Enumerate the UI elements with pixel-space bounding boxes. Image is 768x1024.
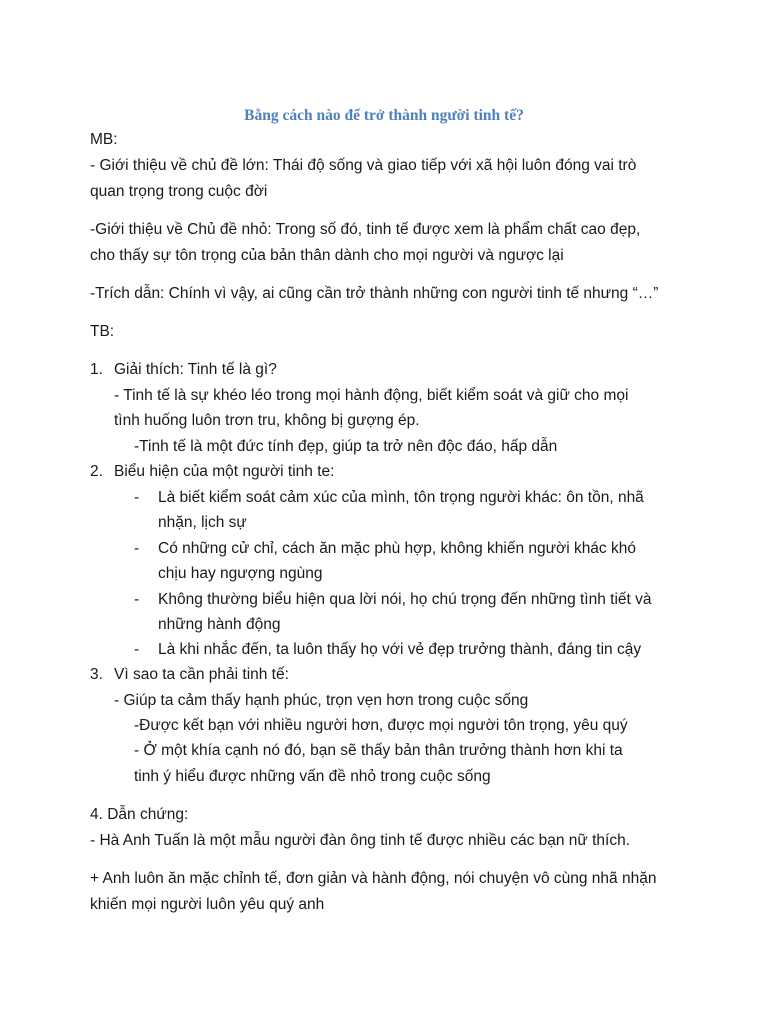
- section-line: + Anh luôn ăn mặc chỉnh tế, đơn giản và hành động, nói chuyện vô cùng nhã nhặn: [90, 870, 657, 887]
- bullet-line: Không thường biểu hiện qua lời nói, họ chú trọng đến những tình tiết và: [158, 591, 652, 608]
- mb-line: -Trích dẫn: Chính vì vậy, ai cũng cần trở thành những con người tinh tế nhưng “…”: [90, 285, 659, 302]
- section-line: tinh ý hiểu được những vấn đề nhỏ trong cuộc sống: [134, 768, 491, 785]
- section-title: Biểu hiện của một người tinh te:: [114, 463, 335, 480]
- bullet-dash: -: [134, 540, 140, 557]
- list-number: 3.: [90, 666, 103, 683]
- bullet-line: Là khi nhắc đến, ta luôn thấy họ với vẻ đẹp trưởng thành, đáng tin cậy: [158, 641, 642, 658]
- section-line: -Tinh tế là một đức tính đẹp, giúp ta trở nên độc đáo, hấp dẫn: [134, 438, 558, 455]
- mb-heading: MB:: [90, 131, 118, 148]
- mb-line: quan trọng trong cuộc đời: [90, 183, 268, 200]
- mb-line: cho thấy sự tôn trọng của bản thân dành cho mọi người và ngược lại: [90, 247, 564, 264]
- section-line: - Ở một khía cạnh nó đó, bạn sẽ thấy bản thân trưởng thành hơn khi ta: [134, 742, 623, 759]
- tb-heading: TB:: [90, 323, 115, 340]
- section-title: Vì sao ta cần phải tinh tế:: [114, 666, 289, 683]
- bullet-line: chịu hay ngượng ngùng: [158, 565, 323, 582]
- section-title: Giải thích: Tinh tế là gì?: [114, 361, 277, 378]
- bullet-line: nhặn, lịch sự: [158, 514, 247, 531]
- bullet-line: những hành động: [158, 616, 281, 633]
- section-title: 4. Dẫn chứng:: [90, 806, 189, 823]
- bullet-dash: -: [134, 641, 140, 658]
- section-line: tình huống luôn trơn tru, không bị gượng ép.: [114, 412, 420, 429]
- section-line: - Tinh tế là sự khéo léo trong mọi hành động, biết kiểm soát và giữ cho mọi: [114, 387, 629, 404]
- section-line: -Được kết bạn với nhiều người hơn, được mọi người tôn trọng, yêu quý: [134, 717, 628, 734]
- bullet-dash: -: [134, 489, 140, 506]
- section-line: - Giúp ta cảm thấy hạnh phúc, trọn vẹn hơn trong cuộc sống: [114, 692, 529, 709]
- bullet-dash: -: [134, 591, 140, 608]
- mb-line: - Giới thiệu về chủ đề lớn: Thái độ sống và giao tiếp với xã hội luôn đóng vai trò: [90, 157, 637, 174]
- list-number: 1.: [90, 361, 103, 378]
- page-title: Bằng cách nào để trở thành người tinh tế?: [244, 107, 524, 124]
- list-number: 2.: [90, 463, 103, 480]
- bullet-line: Là biết kiểm soát cảm xúc của mình, tôn trọng người khác: ôn tồn, nhã: [158, 489, 644, 506]
- section-line: - Hà Anh Tuấn là một mẫu người đàn ông tinh tế được nhiều các bạn nữ thích.: [90, 832, 631, 849]
- section-line: khiến mọi người luôn yêu quý anh: [90, 896, 325, 913]
- mb-line: -Giới thiệu về Chủ đề nhỏ: Trong số đó, tinh tế được xem là phẩm chất cao đẹp,: [90, 221, 641, 238]
- bullet-line: Có những cử chỉ, cách ăn mặc phù hợp, không khiến người khác khó: [158, 540, 636, 557]
